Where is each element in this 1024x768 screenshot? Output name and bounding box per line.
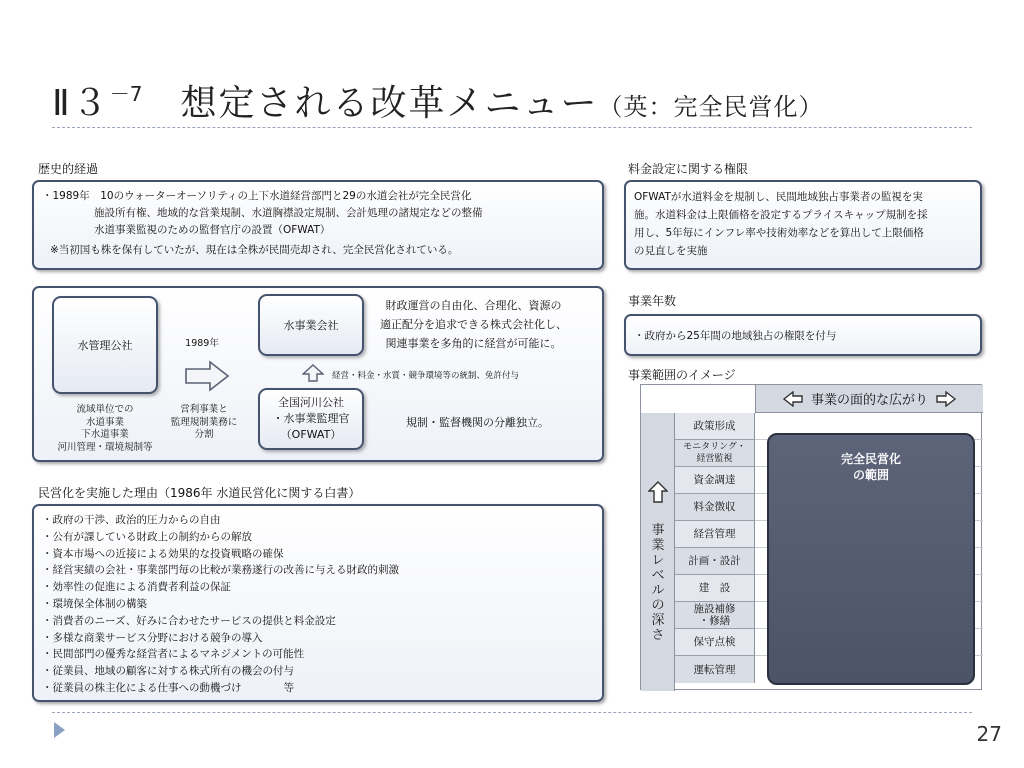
- title-prefix: Ⅱ３: [52, 83, 110, 124]
- title-main: 想定される改革メニュー: [142, 83, 599, 124]
- matrix-header-text: 事業の面的な広がり: [810, 393, 928, 408]
- reasons-list: [42, 512, 399, 697]
- authority-desc-line: 河川管理・環境規制等: [57, 441, 153, 453]
- matrix-row: 料金徴収: [675, 494, 755, 521]
- matrix-row: 資金調達: [675, 467, 755, 494]
- up-arrow-icon: [648, 481, 668, 503]
- reason-item: ・多様な商業サービス分野における競争の導入: [42, 631, 263, 644]
- pricing-line: 用し、5年毎にインフレ率や技術効率などを算出して上限価格: [634, 227, 924, 239]
- company-desc-line: 財政運営の自由化、合理化、資源の: [385, 299, 562, 312]
- history-card: [32, 180, 604, 270]
- pricing-line: 施。水道料金は上限価格を設定するプライスキャップ規制を採: [634, 209, 928, 221]
- split-desc-line: 分割: [194, 429, 214, 440]
- scope-matrix: [640, 384, 982, 690]
- regulator-line: （OFWAT）: [280, 428, 342, 441]
- history-line: 水道事業監視のための監督官庁の設置（OFWAT）: [94, 224, 331, 236]
- right-arrow-icon: [184, 360, 230, 392]
- reasons-label: 民営化を実施した理由（1986年 水道民営化に関する白書）: [38, 486, 361, 500]
- title-divider: [52, 127, 972, 128]
- reasons-card: [32, 504, 604, 702]
- term-card: [624, 314, 982, 356]
- matrix-row: 建 設: [675, 575, 755, 602]
- reason-item: ・従業員、地域の顧客に対する株式所有の機会の付与: [42, 665, 294, 678]
- company-desc-line: 適正配分を追求できる株式会社化し、: [380, 318, 567, 331]
- matrix-row: モニタリング・ 経営監視: [675, 440, 755, 467]
- company-desc-line: 関連事業を多角的に経営が可能に。: [385, 337, 562, 350]
- reason-item: ・資本市場への近接による効果的な投資戦略の確保: [42, 547, 284, 560]
- title-parenthetical: （英：完全民営化）: [598, 93, 824, 121]
- reason-item: ・消費者のニーズ、好みに合わせたサービスの提供と料金設定: [42, 614, 336, 627]
- history-line: 施設所有権、地域的な営業規制、水道胸襟設定規制、会計処理の諸規定などの整備: [94, 207, 483, 219]
- matrix-vertical-label: [641, 413, 675, 691]
- term-text: ・政府から25年間の地域独占の権限を付与: [634, 330, 837, 342]
- privatization-scope-region: [767, 433, 975, 685]
- history-label: 歴史的経過: [38, 162, 99, 176]
- water-company-box: 水事業会社: [258, 294, 364, 356]
- reason-item: ・民間部門の優秀な経営者によるマネジメントの可能性: [42, 648, 305, 661]
- regulator-line: ・水事業監理官: [272, 412, 350, 425]
- matrix-row: 政策形成: [675, 413, 755, 440]
- page-title: [52, 72, 823, 129]
- structure-diagram: [32, 286, 604, 462]
- page-number: 27: [976, 722, 1002, 746]
- pricing-card: [624, 180, 982, 270]
- title-superscript: －7: [109, 82, 143, 106]
- pricing-line: の見直しを実施: [634, 245, 708, 257]
- regulator-description: 規制・監督機関の分離独立。: [406, 416, 549, 429]
- regulation-note: 経営・料金・水質・競争環境等の統制、免許付与: [332, 371, 520, 381]
- matrix-header: [755, 385, 983, 413]
- pricing-label: 料金設定に関する権限: [628, 162, 749, 176]
- split-desc-line: 監理規制業務に: [170, 416, 238, 428]
- water-authority-box: 水管理公社: [52, 296, 158, 394]
- split-description: [164, 404, 244, 442]
- authority-description: [46, 404, 164, 454]
- matrix-row: 計画・設計: [675, 548, 755, 575]
- pricing-text: [634, 188, 928, 260]
- authority-desc-line: 下水道事業: [81, 429, 129, 440]
- regulator-line: 全国河川公社: [278, 396, 344, 409]
- authority-desc-line: 流域単位での: [76, 404, 134, 415]
- authority-desc-line: 水道事業: [85, 416, 124, 428]
- year-label: 1989年: [185, 338, 219, 349]
- footer-divider: [52, 712, 972, 713]
- triangle-bullet-icon: [54, 722, 65, 738]
- scope-label: 事業範囲のイメージ: [628, 368, 736, 382]
- company-description: [380, 296, 567, 353]
- matrix-row-labels: [675, 413, 755, 683]
- right-arrow-icon: [936, 391, 956, 407]
- vertical-label-text: 事業レベルの深さ: [651, 523, 665, 643]
- reason-item: ・効率性の促進による消費者利益の保証: [42, 581, 231, 594]
- reason-item: ・環境保全体制の構築: [42, 597, 147, 610]
- left-arrow-icon: [783, 391, 803, 407]
- history-line: ・1989年 10のウォーターオーソリティの上下水道経営部門と29の水道会社が完全民営化: [42, 190, 472, 202]
- reason-item: ・経営実績の会社・事業部門毎の比較が業務遂行の改善に与える財政的刺激: [42, 564, 399, 577]
- matrix-row: 運転管理: [675, 656, 755, 683]
- history-line: ※当初国も株を保有していたが、現在は全株が民間売却され、完全民営化されている。: [50, 244, 459, 256]
- scope-region-line: 完全民営化: [840, 452, 901, 466]
- matrix-row: 経営管理: [675, 521, 755, 548]
- pricing-line: OFWATが水道料金を規制し、民間地域独占事業者の監視を実: [634, 191, 923, 203]
- scope-region-line: の範囲: [852, 468, 889, 482]
- reason-item: ・公有が課している財政上の制約からの解放: [42, 530, 252, 543]
- reason-item: ・政府の干渉、政治的圧力からの自由: [42, 514, 221, 526]
- split-desc-line: 営利事業と: [180, 404, 228, 415]
- up-arrow-icon: [302, 364, 324, 382]
- term-label: 事業年数: [628, 294, 677, 308]
- reason-item: ・従業員の株主化による仕事への動機づけ 等: [42, 681, 294, 694]
- regulator-box: [258, 388, 364, 450]
- matrix-row: 施設補修 ・修繕: [675, 602, 755, 629]
- matrix-row: 保守点検: [675, 629, 755, 656]
